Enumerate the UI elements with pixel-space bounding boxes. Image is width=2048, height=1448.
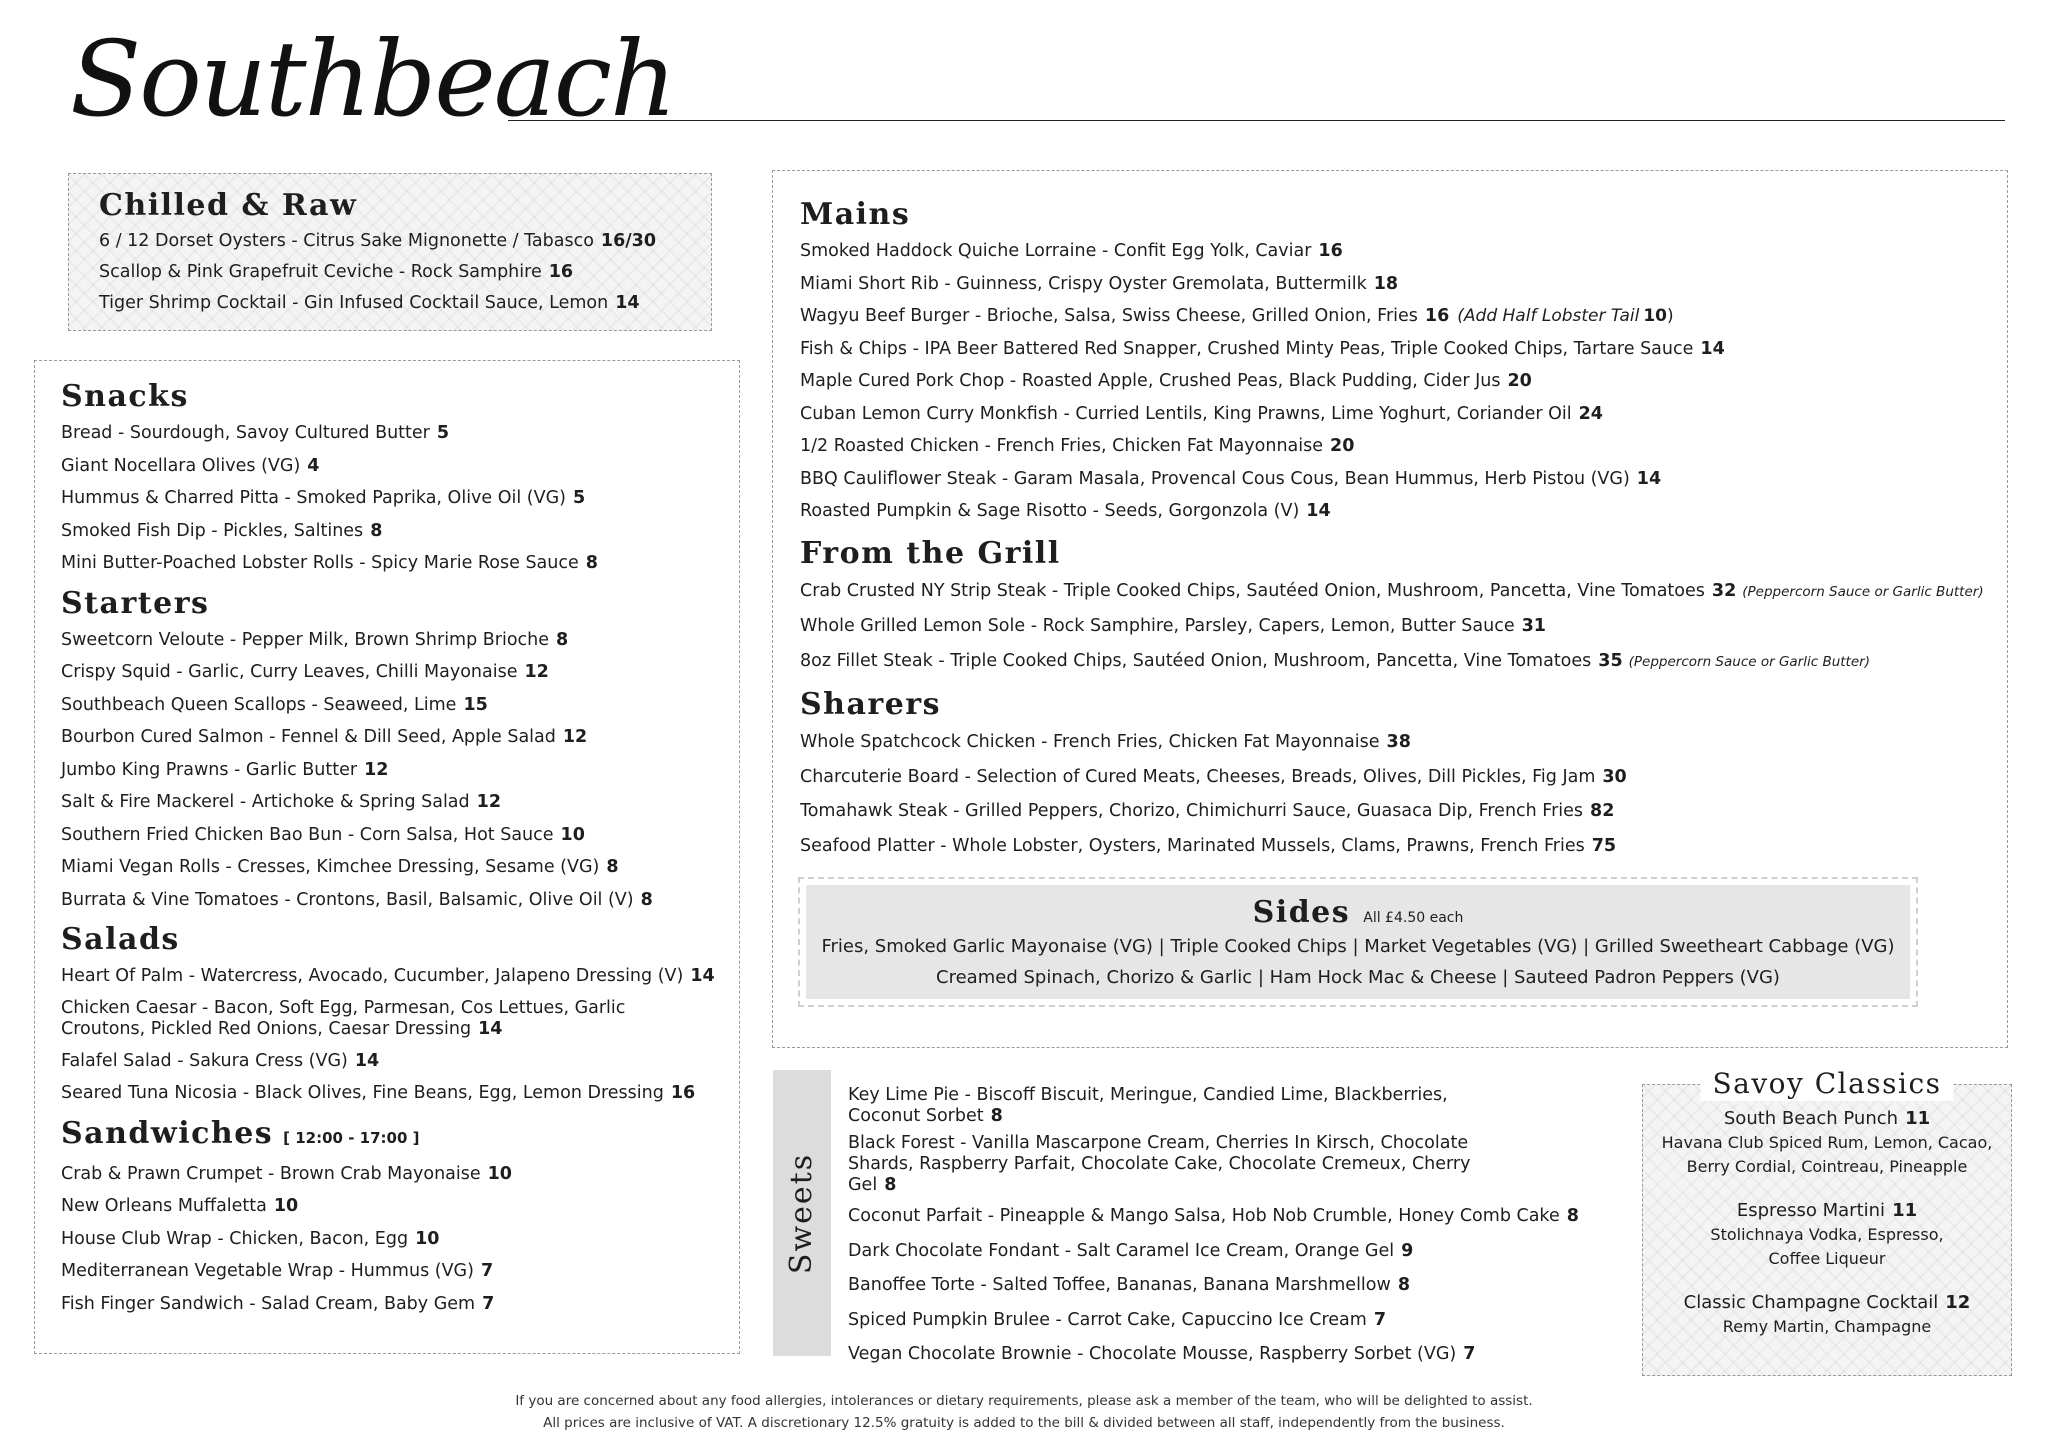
cocktail-heading <box>1653 1107 2001 1131</box>
item-price: 10 <box>560 824 585 845</box>
cocktail-ingredients: Remy Martin, Champagne <box>1722 1317 1932 1336</box>
menu-item <box>61 754 713 787</box>
item-price: 8 <box>370 520 383 541</box>
item-price: 8 <box>884 1175 897 1195</box>
item-price: 12 <box>476 792 502 812</box>
section-title-snacks: Snacks <box>61 379 189 414</box>
section-title-salads: Salads <box>61 922 180 957</box>
item-name: 1/2 Roasted Chicken - French Fries, Chicken Fat Mayonnaise <box>800 436 1324 456</box>
addon-close: ) <box>1667 306 1674 326</box>
item-price: 75 <box>1591 835 1617 856</box>
item-price: 7 <box>1373 1309 1387 1330</box>
menu-item <box>61 1045 713 1078</box>
cocktail-ingredients: Havana Club Spiced Rum, Lemon, Cacao, <box>1661 1133 1993 1152</box>
item-name: Whole Grilled Lemon Sole - Rock Samphire, Parsley, Capers, Lemon, Butter Sauce <box>800 616 1515 636</box>
chilled-raw-section <box>68 173 712 331</box>
menu-item <box>848 1268 1608 1303</box>
menu-item <box>800 574 1984 610</box>
cocktail-item <box>1653 1291 2001 1339</box>
menu-item <box>800 463 1980 496</box>
item-name: Giant Nocellara Olives (VG) <box>61 455 301 476</box>
left-menu-column <box>34 360 740 1354</box>
menu-item <box>99 226 681 257</box>
menu-item <box>61 721 713 754</box>
sides-panel <box>806 885 1910 999</box>
addon-label: (Add Half Lobster Tail <box>1457 306 1640 326</box>
item-sauce-note: (Peppercorn Sauce or Garlic Butter) <box>1742 583 1984 600</box>
menu-item <box>61 1158 713 1191</box>
menu-item <box>61 993 713 1045</box>
cocktail-item <box>1653 1199 2001 1271</box>
menu-item <box>61 960 713 993</box>
header-rule <box>508 120 2005 121</box>
item-price: 32 <box>1711 580 1737 601</box>
menu-item <box>800 760 1980 795</box>
item-price: 9 <box>1401 1240 1414 1261</box>
menu-item <box>61 689 713 722</box>
savoy-classics-box <box>1642 1067 2012 1376</box>
item-price: 20 <box>1330 436 1355 456</box>
item-name: Fish & Chips - IPA Beer Battered Red Snapper, Crushed Minty Peas, Triple Cooked Chips, Tartare Sauce <box>800 338 1694 359</box>
sharers-list <box>800 725 1980 863</box>
cocktail-name: Classic Champagne Cocktail <box>1683 1292 1939 1313</box>
item-name: Bourbon Cured Salmon - Fennel & Dill Seed, Apple Salad <box>61 727 556 747</box>
menu-item <box>800 398 1980 431</box>
item-name: Smoked Haddock Quiche Lorraine - Confit Egg Yolk, Caviar <box>800 241 1312 261</box>
item-price: 4 <box>307 455 320 476</box>
item-price: 38 <box>1386 732 1411 752</box>
menu-item <box>800 430 1980 463</box>
item-name: House Club Wrap - Chicken, Bacon, Egg <box>61 1228 409 1249</box>
section-title-starters: Starters <box>61 585 210 621</box>
item-price: 20 <box>1507 371 1532 391</box>
item-name: Miami Short Rib - Guinness, Crispy Oyster Gremolata, Buttermilk <box>800 273 1367 294</box>
menu-item <box>848 1303 1608 1338</box>
mains-list <box>800 235 1980 528</box>
section-title-sandwiches <box>61 1114 713 1158</box>
restaurant-logo: Southbeach <box>70 18 675 140</box>
menu-item <box>61 417 713 450</box>
item-name: Crab Crusted NY Strip Steak - Triple Cooked Chips, Sautéed Onion, Mushroom, Pancetta, Vine Tomatoes <box>800 580 1705 601</box>
item-name: Spiced Pumpkin Brulee - Carrot Cake, Capuccino Ice Cream <box>848 1309 1367 1330</box>
item-name: New Orleans Muffaletta <box>61 1196 267 1216</box>
item-price: 14 <box>1306 501 1331 521</box>
item-price: 16 <box>1318 241 1343 261</box>
section-title-grill: From the Grill <box>800 535 1061 571</box>
menu-item <box>61 1223 713 1256</box>
item-name: Dark Chocolate Fondant - Salt Caramel Ice Cream, Orange Gel <box>848 1240 1395 1261</box>
menu-item <box>800 495 1980 528</box>
item-name: Scallop & Pink Grapefruit Ceviche - Rock Samphire <box>99 262 542 282</box>
menu-item <box>848 1199 1608 1234</box>
item-price: 10 <box>273 1196 299 1216</box>
item-name: Sweetcorn Veloute - Pepper Milk, Brown Shrimp Brioche <box>61 629 550 650</box>
salads-list <box>61 960 713 1110</box>
item-name: Burrata & Vine Tomatoes - Crontons, Basil, Balsamic, Olive Oil (V) <box>61 889 634 910</box>
menu-item <box>800 644 1980 680</box>
item-name: Wagyu Beef Burger - Brioche, Salsa, Swiss Cheese, Grilled Onion, Fries <box>800 306 1418 326</box>
section-title-chilled: Chilled & Raw <box>99 188 358 223</box>
menu-item <box>800 725 1980 760</box>
item-price: 5 <box>436 423 450 443</box>
item-name: Maple Cured Pork Chop - Roasted Apple, Crushed Peas, Black Pudding, Cider Jus <box>800 371 1501 391</box>
item-name: Cuban Lemon Curry Monkfish - Curried Lentils, King Prawns, Lime Yoghurt, Coriander Oil <box>800 403 1572 424</box>
menu-item <box>61 851 713 884</box>
menu-item <box>848 1234 1608 1269</box>
item-price: 35 <box>1598 650 1623 671</box>
menu-item <box>848 1337 1608 1372</box>
item-name: Heart Of Palm - Watercress, Avocado, Cucumber, Jalapeno Dressing (V) <box>61 966 684 986</box>
menu-item <box>61 1077 713 1110</box>
item-price: 14 <box>354 1050 380 1071</box>
starters-list <box>61 624 713 917</box>
item-name: Vegan Chocolate Brownie - Chocolate Mousse, Raspberry Sorbet (VG) <box>848 1344 1457 1364</box>
sweets-list <box>848 1082 1608 1372</box>
menu-item <box>800 829 1980 864</box>
cocktail-price: 12 <box>1945 1292 1971 1313</box>
item-price: 10 <box>415 1228 440 1249</box>
item-price: 8 <box>640 889 653 910</box>
item-price: 24 <box>1578 403 1603 424</box>
item-name: Banoffee Torte - Salted Toffee, Bananas, Banana Marshmellow <box>848 1275 1391 1295</box>
item-name: Miami Vegan Rolls - Cresses, Kimchee Dressing, Sesame (VG) <box>61 857 600 877</box>
cocktail-ingredients: Stolichnaya Vodka, Espresso, <box>1710 1225 1944 1244</box>
item-price: 7 <box>1463 1344 1476 1364</box>
item-price: 8 <box>990 1106 1003 1126</box>
item-name: Southern Fried Chicken Bao Bun - Corn Salsa, Hot Sauce <box>61 824 554 845</box>
menu-item <box>61 482 713 515</box>
item-name: Crab & Prawn Crumpet - Brown Crab Mayonaise <box>61 1163 481 1184</box>
item-price: 12 <box>364 759 389 780</box>
item-name: Mediterranean Vegetable Wrap - Hummus (VG) <box>61 1261 474 1281</box>
item-name: Coconut Parfait - Pineapple & Mango Salsa, Hob Nob Crumble, Honey Comb Cake <box>848 1206 1560 1226</box>
cocktail-item <box>1653 1107 2001 1179</box>
item-price: 14 <box>478 1018 503 1039</box>
item-name: Bread - Sourdough, Savoy Cultured Butter <box>61 423 430 443</box>
menu-item <box>61 1255 713 1288</box>
section-title-sharers: Sharers <box>800 687 942 722</box>
item-name: 6 / 12 Dorset Oysters - Citrus Sake Mignonette / Tabasco <box>99 231 594 251</box>
cocktail-name: Espresso Martini <box>1736 1200 1886 1221</box>
item-price: 16 <box>670 1083 696 1103</box>
item-price: 31 <box>1521 616 1546 636</box>
menu-item <box>99 257 681 288</box>
cocktail-price: 11 <box>1892 1200 1918 1221</box>
item-price: 12 <box>524 662 549 682</box>
menu-item <box>848 1130 1508 1199</box>
item-name: Jumbo King Prawns - Garlic Butter <box>61 759 358 780</box>
item-name: Crispy Squid - Garlic, Curry Leaves, Chilli Mayonaise <box>61 662 518 682</box>
cocktail-price: 11 <box>1905 1108 1931 1129</box>
item-name: Southbeach Queen Scallops - Seaweed, Lime <box>61 694 457 715</box>
item-name: Key Lime Pie - Biscoff Biscuit, Meringue, Candied Lime, Blackberries, Coconut Sorbet <box>848 1085 1448 1126</box>
addon-price: 10 <box>1643 306 1668 326</box>
item-name: Salt & Fire Mackerel - Artichoke & Spring Salad <box>61 792 470 812</box>
sides-line-1: Fries, Smoked Garlic Mayonaise (VG) | Triple Cooked Chips | Market Vegetables (VG) | Grilled Sweetheart Cabbage (VG) <box>821 936 1895 957</box>
item-name: Seared Tuna Nicosia - Black Olives, Fine Beans, Egg, Lemon Dressing <box>61 1083 664 1103</box>
item-price: 7 <box>480 1261 494 1281</box>
item-name: Whole Spatchcock Chicken - French Fries, Chicken Fat Mayonnaise <box>800 732 1380 752</box>
menu-item <box>800 268 1980 301</box>
item-price: 15 <box>463 694 488 715</box>
menu-item <box>800 365 1980 398</box>
item-price: 8 <box>556 629 569 650</box>
item-name: Seafood Platter - Whole Lobster, Oysters, Marinated Mussels, Clams, Prawns, French Fries <box>800 835 1585 856</box>
item-price: 16 <box>1424 306 1450 326</box>
section-title-savoy: Savoy Classics <box>1700 1067 1953 1101</box>
snacks-list <box>61 417 713 580</box>
cocktail-heading <box>1653 1291 2001 1315</box>
item-name: Falafel Salad - Sakura Cress (VG) <box>61 1050 348 1071</box>
item-price: 16 <box>548 262 574 282</box>
menu-item <box>61 515 713 548</box>
item-name: Tiger Shrimp Cocktail - Gin Infused Cocktail Sauce, Lemon <box>99 293 609 313</box>
item-name: Chicken Caesar - Bacon, Soft Egg, Parmesan, Cos Lettues, Garlic Croutons, Pickled Red Onions, Caesar Dressing <box>61 997 626 1039</box>
item-price: 8 <box>1566 1206 1579 1226</box>
item-name: Tomahawk Steak - Grilled Peppers, Chorizo, Chimichurri Sauce, Guasaca Dip, French Fries <box>800 801 1584 821</box>
menu-item <box>800 300 1980 333</box>
cocktail-name: South Beach Punch <box>1723 1108 1899 1129</box>
cocktail-ingredients: Berry Cordial, Cointreau, Pineapple <box>1686 1157 1968 1176</box>
item-name: Black Forest - Vanilla Mascarpone Cream, Cherries In Kirsch, Chocolate Shards, Raspberry Parfait, Chocolate Cake, Chocolate Cremeux, Cherry Gel <box>848 1133 1471 1195</box>
menu-item <box>61 450 713 483</box>
item-name: Hummus & Charred Pitta - Smoked Paprika, Olive Oil (VG) <box>61 488 566 508</box>
cocktail-heading <box>1653 1199 2001 1223</box>
item-name: Fish Finger Sandwich - Salad Cream, Baby Gem <box>61 1293 476 1314</box>
chilled-list <box>99 226 681 319</box>
sides-price-note: All £4.50 each <box>1363 910 1464 926</box>
menu-item <box>800 333 1980 366</box>
item-name: Smoked Fish Dip - Pickles, Saltines <box>61 520 364 541</box>
item-addon <box>1457 306 1673 326</box>
item-price: 30 <box>1602 766 1627 787</box>
item-price: 16/30 <box>600 231 657 251</box>
menu-item <box>848 1082 1508 1130</box>
menu-item <box>800 794 1980 829</box>
section-title-sides: Sides <box>1252 895 1351 930</box>
menu-item <box>99 288 681 319</box>
item-sauce-note: (Peppercorn Sauce or Garlic Butter) <box>1628 653 1870 670</box>
item-price: 7 <box>482 1293 495 1314</box>
item-price: 14 <box>1636 468 1662 489</box>
sandwiches-hours: [ 12:00 - 17:00 ] <box>283 1128 420 1147</box>
menu-item <box>61 547 713 580</box>
menu-item <box>61 656 713 689</box>
sides-line-2: Creamed Spinach, Chorizo & Garlic | Ham Hock Mac & Cheese | Sauteed Padron Peppers (VG) <box>936 967 1780 988</box>
item-name: Charcuterie Board - Selection of Cured Meats, Cheeses, Breads, Olives, Dill Pickles, Fig Jam <box>800 766 1596 787</box>
menu-item <box>61 819 713 852</box>
allergy-notice: If you are concerned about any food allergies, intolerances or dietary requirements, please ask a member of the team, who will be delighted to assist. <box>515 1393 1533 1409</box>
item-price: 5 <box>573 488 586 508</box>
sweets-items <box>848 1082 1608 1372</box>
grill-list <box>800 574 1984 680</box>
sandwiches-list <box>61 1158 713 1321</box>
menu-item <box>61 1190 713 1223</box>
section-title-sweets: Sweets <box>784 1152 820 1274</box>
menu-item <box>61 1288 713 1321</box>
item-price: 14 <box>1700 338 1725 359</box>
item-price: 14 <box>615 293 640 313</box>
menu-item <box>61 786 713 819</box>
item-name: Roasted Pumpkin & Sage Risotto - Seeds, Gorgonzola (V) <box>800 501 1300 521</box>
menu-item <box>61 884 713 917</box>
item-name: Mini Butter-Poached Lobster Rolls - Spicy Marie Rose Sauce <box>61 553 579 573</box>
menu-item <box>800 609 1980 644</box>
cocktail-ingredients: Coffee Liqueur <box>1768 1249 1886 1268</box>
menu-item <box>61 624 713 657</box>
item-name: 8oz Fillet Steak - Triple Cooked Chips, Sautéed Onion, Mushroom, Pancetta, Vine Tomatoes <box>800 650 1592 671</box>
item-price: 8 <box>1397 1275 1410 1295</box>
vat-gratuity-notice: All prices are inclusive of VAT. A discretionary 12.5% gratuity is added to the bill & divided between all staff, independently from the business. <box>543 1415 1505 1431</box>
item-price: 10 <box>487 1163 512 1184</box>
item-price: 12 <box>562 727 588 747</box>
item-price: 8 <box>606 857 619 877</box>
section-title-mains: Mains <box>800 197 911 232</box>
item-price: 18 <box>1373 273 1399 294</box>
sweets-tab <box>773 1070 831 1356</box>
item-price: 8 <box>585 553 598 573</box>
sandwiches-title-text: Sandwiches <box>61 1115 274 1151</box>
item-name: BBQ Cauliflower Steak - Garam Masala, Provencal Cous Cous, Bean Hummus, Herb Pistou (VG) <box>800 468 1630 489</box>
item-price: 14 <box>690 966 715 986</box>
menu-item <box>800 235 1980 268</box>
footer-notes <box>0 1390 2048 1434</box>
item-price: 82 <box>1590 801 1615 821</box>
cocktail-list <box>1653 1107 2001 1339</box>
